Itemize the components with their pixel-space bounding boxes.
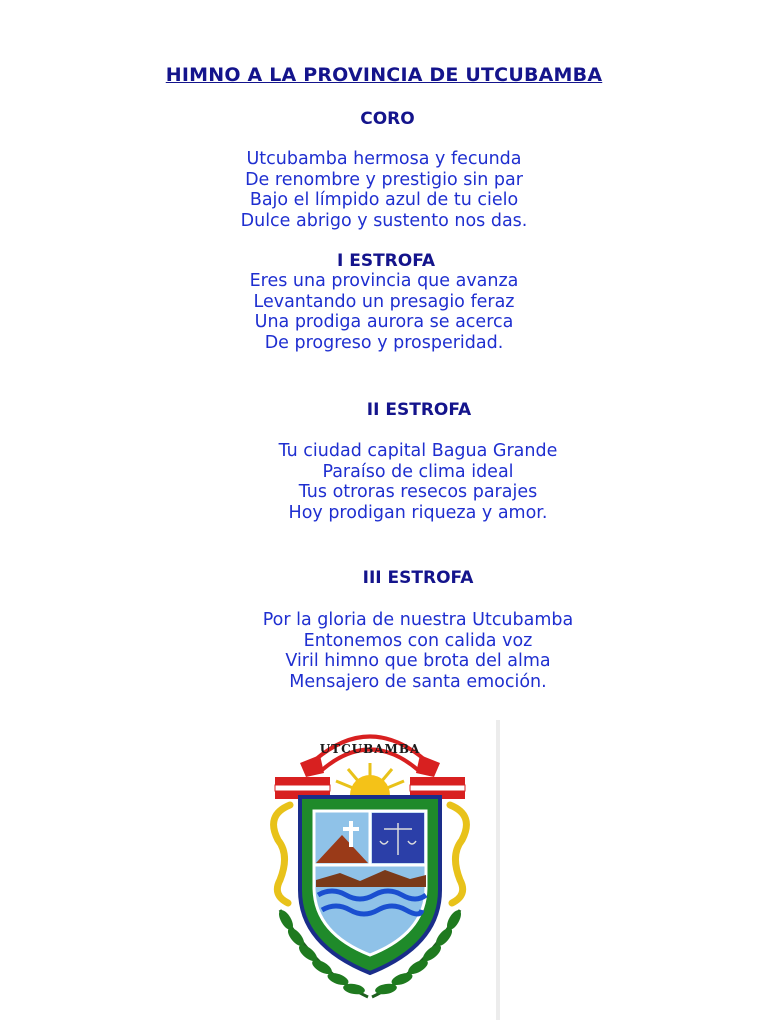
heading-estrofa-1: I ESTROFA [336, 251, 436, 271]
utcubamba-coat-of-arms [260, 715, 480, 1005]
right-scroll [450, 805, 466, 903]
stanza-estrofa-3 [34, 610, 768, 692]
verse-line: Levantando un presagio feraz [253, 291, 515, 312]
verse-line: Eres una provincia que avanza [249, 271, 519, 291]
scales-icon [372, 813, 424, 863]
stanza-coro [0, 149, 768, 231]
heading-coro: CORO [360, 109, 415, 129]
verse-line: Entonemos con calida voz [303, 630, 533, 651]
stanza-estrofa-1 [0, 271, 768, 353]
verse-line: Hoy prodigan riqueza y amor. [288, 502, 548, 523]
verse-line: De renombre y prestigio sin par [245, 169, 523, 190]
verse-line: Viril himno que brota del alma [285, 651, 551, 671]
verse-line: Bajo el límpido azul de tu cielo [249, 190, 519, 210]
left-scroll [274, 805, 290, 903]
verse-line: Tus otroras resecos parajes [298, 482, 538, 502]
verse-line: Mensajero de santa emoción. [289, 671, 547, 692]
verse-line: Dulce abrigo y sustento nos das. [240, 210, 528, 231]
heading-estrofa-2: II ESTROFA [366, 400, 472, 420]
document-title: HIMNO A LA PROVINCIA DE UTCUBAMBA [165, 64, 603, 86]
banner-ribbon-left-tail [300, 755, 324, 777]
verse-line: Tu ciudad capital Bagua Grande [278, 441, 558, 461]
verse-line: Paraíso de clima ideal [322, 461, 514, 482]
image-edge-divider [496, 720, 500, 1020]
verse-line: Por la gloria de nuestra Utcubamba [262, 610, 574, 630]
verse-line: De progreso y prosperidad. [264, 332, 504, 353]
banner-ribbon-right-tail [416, 755, 440, 777]
banner-text: UTCUBAMBA [319, 742, 421, 756]
stanza-estrofa-2 [34, 441, 768, 523]
heading-estrofa-3: III ESTROFA [362, 568, 474, 588]
verse-line: Una prodiga aurora se acerca [254, 312, 514, 332]
verse-line: Utcubamba hermosa y fecunda [246, 149, 522, 169]
